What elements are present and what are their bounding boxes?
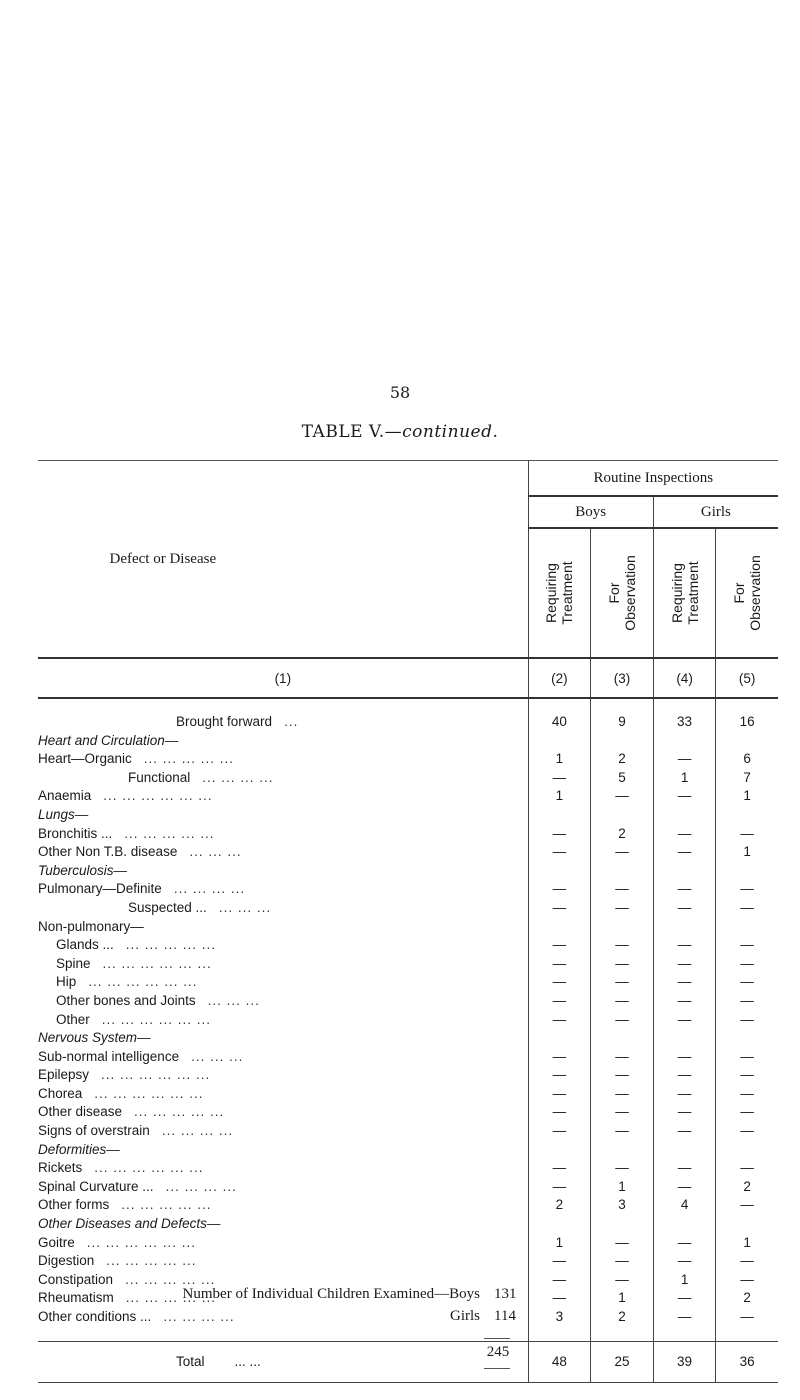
row-value (716, 732, 778, 751)
girls-examined-row (128, 1305, 544, 1327)
row-label-cell (38, 750, 528, 769)
table-row (38, 750, 778, 769)
row-label-cell (38, 1029, 528, 1048)
row-label-cell (38, 1196, 528, 1215)
row-value (716, 1215, 778, 1234)
row-value: — (653, 750, 716, 769)
row-label-cell (38, 732, 528, 751)
col-number: (2) (528, 658, 591, 698)
row-value: 1 (716, 1234, 778, 1253)
leader-dots: ... ... ... (207, 992, 260, 1008)
row-value: 9 (591, 713, 654, 732)
row-value (716, 1141, 778, 1160)
row-value: 5 (591, 769, 654, 788)
row-label: Digestion (38, 1253, 95, 1269)
table-row (38, 713, 778, 732)
children-examined-total: 245 (486, 1344, 510, 1360)
table-row (38, 1215, 778, 1234)
row-value (528, 1215, 591, 1234)
row-value: — (591, 1271, 654, 1290)
table-row (38, 1252, 778, 1271)
row-label: Sub-normal intelligence (38, 1048, 180, 1064)
row-label: Suspected ... (128, 899, 207, 915)
col-number: (5) (716, 658, 778, 698)
row-value: 1 (528, 787, 591, 806)
defect-header (38, 461, 528, 659)
row-value: — (653, 843, 716, 862)
row-label-cell (38, 955, 528, 974)
boys-for-observation-header (591, 528, 654, 658)
leader-dots: ... ... ... ... ... ... (94, 1160, 204, 1176)
row-value (591, 918, 654, 937)
row-value: — (716, 1048, 778, 1067)
girls-requiring-treatment-header (653, 528, 716, 658)
row-label-cell (38, 713, 528, 732)
row-value: — (528, 1271, 591, 1290)
row-value: — (591, 1234, 654, 1253)
row-value: — (591, 1011, 654, 1030)
sub-header-label: Requiring Treatment (543, 561, 576, 625)
row-value: — (716, 992, 778, 1011)
row-label-cell (38, 1066, 528, 1085)
row-value: — (528, 899, 591, 918)
row-value: — (653, 1011, 716, 1030)
row-label-cell (38, 973, 528, 992)
leader-dots: ... ... ... ... ... ... (101, 1067, 211, 1083)
table-title-suffix: —continued. (384, 422, 499, 442)
girls-header: Girls (653, 496, 778, 528)
row-value: 1 (653, 1271, 716, 1290)
row-label-cell (38, 918, 528, 937)
row-value: 7 (716, 769, 778, 788)
row-value: — (653, 1289, 716, 1308)
row-value: — (716, 973, 778, 992)
row-value (716, 918, 778, 937)
boys-examined-value: 131 (494, 1286, 517, 1302)
row-value: 6 (716, 750, 778, 769)
row-value: 2 (716, 1289, 778, 1308)
leader-dots: ... ... ... ... ... ... (94, 1085, 204, 1101)
leader-dots: ... ... ... ... ... ... (102, 955, 212, 971)
row-value: — (653, 880, 716, 899)
row-label-cell (38, 880, 528, 899)
row-label-cell (38, 1085, 528, 1104)
row-value: — (591, 1085, 654, 1104)
row-label: Other Diseases and Defects— (38, 1216, 221, 1232)
row-value: 1 (528, 1234, 591, 1253)
table-row (38, 1048, 778, 1067)
row-value: 3 (528, 1308, 591, 1327)
row-value: — (591, 899, 654, 918)
row-value: — (528, 1252, 591, 1271)
row-value: — (528, 1085, 591, 1104)
row-value: — (653, 1048, 716, 1067)
header-row-group (38, 461, 778, 497)
row-value: — (716, 1252, 778, 1271)
row-value (528, 806, 591, 825)
row-value: — (591, 936, 654, 955)
row-label: Other Non T.B. disease (38, 844, 178, 860)
row-label-cell (38, 1103, 528, 1122)
leader-dots: ... ... ... ... (163, 1309, 235, 1324)
row-value: — (653, 955, 716, 974)
row-label: Signs of overstrain (38, 1123, 150, 1139)
row-label: Other disease (38, 1104, 123, 1120)
row-value: 2 (528, 1196, 591, 1215)
row-value (653, 1215, 716, 1234)
row-value (591, 806, 654, 825)
row-value: — (591, 1122, 654, 1141)
row-label-cell (38, 787, 528, 806)
row-label: Glands ... (56, 937, 114, 953)
row-value: — (716, 1085, 778, 1104)
row-label-cell (38, 936, 528, 955)
row-label: Heart—Organic (38, 751, 132, 767)
boys-header: Boys (528, 496, 653, 528)
row-value (591, 1029, 654, 1048)
row-value (591, 862, 654, 881)
table-row (38, 1066, 778, 1085)
row-label: Other conditions ... (38, 1309, 152, 1324)
table-row (38, 936, 778, 955)
row-label-cell (38, 1234, 528, 1253)
table-row (38, 880, 778, 899)
leader-dots: ... ... ... ... ... (134, 1104, 225, 1120)
row-value: — (716, 1308, 778, 1327)
row-value: — (716, 955, 778, 974)
row-value (653, 806, 716, 825)
boys-examined-label: Number of Individual Children Examined—Boys (182, 1286, 480, 1302)
row-value: 2 (591, 1308, 654, 1327)
row-value: — (653, 936, 716, 955)
row-value: — (591, 787, 654, 806)
row-value: — (653, 1103, 716, 1122)
row-value: — (716, 1103, 778, 1122)
row-label: Anaemia (38, 788, 92, 804)
row-label-cell (38, 1141, 528, 1160)
row-value: — (528, 1289, 591, 1308)
row-value: — (716, 825, 778, 844)
total-value: 39 (653, 1341, 716, 1382)
row-value: — (716, 1122, 778, 1141)
table-row (38, 1159, 778, 1178)
table-row (38, 1029, 778, 1048)
inspection-table (38, 460, 778, 1383)
leader-dots: ... ... (234, 1354, 261, 1370)
table-row (38, 1103, 778, 1122)
row-label-cell (38, 1048, 528, 1067)
table-row (38, 732, 778, 751)
row-value: — (716, 880, 778, 899)
row-value (716, 862, 778, 881)
table-row (38, 955, 778, 974)
total-value: 48 (528, 1341, 591, 1382)
row-label: Constipation (38, 1271, 114, 1287)
row-value: — (653, 992, 716, 1011)
row-value: — (528, 880, 591, 899)
row-value: — (528, 1103, 591, 1122)
sum-rule-bottom (484, 1368, 510, 1369)
row-value: — (591, 1048, 654, 1067)
table-row (38, 1122, 778, 1141)
row-label: Pulmonary—Definite (38, 881, 162, 897)
row-value: — (591, 1066, 654, 1085)
row-value: — (716, 1066, 778, 1085)
leader-dots: ... ... ... ... (165, 1178, 237, 1194)
row-value (528, 732, 591, 751)
table-title-main: TABLE V. (301, 422, 385, 442)
row-value: — (716, 1159, 778, 1178)
row-label: Lungs— (38, 806, 89, 822)
row-value: 40 (528, 713, 591, 732)
row-label: Deformities— (38, 1141, 120, 1157)
total-value: 25 (591, 1341, 654, 1382)
row-value (591, 1141, 654, 1160)
row-label-cell (38, 769, 528, 788)
row-label-cell (38, 1252, 528, 1271)
row-value: — (653, 1122, 716, 1141)
row-value (653, 918, 716, 937)
girls-for-observation-header (716, 528, 778, 658)
row-value: — (591, 1103, 654, 1122)
leader-dots: ... ... ... ... ... (121, 1197, 212, 1213)
row-label: Other forms (38, 1197, 110, 1213)
row-label: Other bones and Joints (56, 992, 196, 1008)
row-value (528, 1141, 591, 1160)
leader-dots: ... ... ... (189, 844, 242, 860)
leader-dots: ... ... ... ... ... (124, 825, 215, 841)
row-label-cell (38, 1159, 528, 1178)
leader-dots: ... ... ... ... (161, 1123, 234, 1139)
row-value: — (591, 955, 654, 974)
row-value: 2 (591, 750, 654, 769)
row-value: — (591, 880, 654, 899)
leader-dots: ... ... ... ... (173, 881, 246, 897)
row-value: 33 (653, 713, 716, 732)
row-value (528, 918, 591, 937)
row-label-cell (38, 806, 528, 825)
spacer-row (38, 698, 778, 713)
row-value (653, 1141, 716, 1160)
row-value: — (716, 936, 778, 955)
row-value: — (653, 1234, 716, 1253)
row-value: 16 (716, 713, 778, 732)
row-value (716, 1029, 778, 1048)
row-label-cell (38, 843, 528, 862)
table-row (38, 787, 778, 806)
row-value: — (528, 936, 591, 955)
table-row (38, 1141, 778, 1160)
row-value: — (528, 1159, 591, 1178)
row-value: — (653, 1308, 716, 1327)
row-label-cell (38, 862, 528, 881)
row-value: — (716, 1196, 778, 1215)
row-value: — (653, 973, 716, 992)
row-value (716, 806, 778, 825)
row-value: — (591, 1159, 654, 1178)
leader-dots: ... ... ... ... ... ... (103, 788, 213, 804)
leader-dots: ... ... ... ... ... ... (101, 1011, 212, 1027)
table-row (38, 973, 778, 992)
row-value: — (528, 1178, 591, 1197)
row-label: Spine (56, 955, 91, 971)
row-label-cell (38, 1122, 528, 1141)
row-value: — (653, 787, 716, 806)
row-value: — (591, 1252, 654, 1271)
row-value: — (653, 1085, 716, 1104)
table-row (38, 825, 778, 844)
row-value: — (653, 1159, 716, 1178)
row-value: — (528, 992, 591, 1011)
sum-rule-top (484, 1338, 510, 1339)
row-label-cell (38, 992, 528, 1011)
row-label: Bronchitis ... (38, 825, 113, 841)
leader-dots: ... ... ... ... (202, 769, 274, 785)
leader-dots: ... (284, 714, 299, 729)
leader-dots: ... ... ... (218, 899, 272, 915)
row-value: — (528, 843, 591, 862)
total-row (38, 1341, 778, 1382)
row-value: — (653, 899, 716, 918)
col-number: (4) (653, 658, 716, 698)
table-row (38, 899, 778, 918)
row-value: — (528, 769, 591, 788)
row-value: — (528, 1048, 591, 1067)
row-value (653, 732, 716, 751)
row-value: 1 (528, 750, 591, 769)
table-title (0, 422, 800, 442)
table-row (38, 1196, 778, 1215)
row-value: — (528, 1066, 591, 1085)
table-row (38, 769, 778, 788)
row-value: — (528, 955, 591, 974)
table-row (38, 806, 778, 825)
row-value: 3 (591, 1196, 654, 1215)
row-label: Rheumatism (38, 1290, 114, 1306)
leader-dots: ... ... ... ... ... ... (86, 1234, 197, 1250)
row-label: Tuberculosis— (38, 862, 128, 878)
row-value: — (528, 1011, 591, 1030)
row-value: — (653, 1178, 716, 1197)
row-label: Non-pulmonary— (38, 918, 144, 934)
total-label: Total (176, 1354, 205, 1370)
row-value (528, 1029, 591, 1048)
row-label-cell (38, 825, 528, 844)
row-value: 1 (716, 843, 778, 862)
row-value: 2 (591, 825, 654, 844)
defect-header-label: Defect or Disease (109, 550, 217, 567)
row-value: — (653, 1252, 716, 1271)
table-row (38, 843, 778, 862)
children-examined-summary (128, 1283, 544, 1327)
row-value: — (716, 1011, 778, 1030)
leader-dots: ... ... ... ... ... (125, 1290, 217, 1306)
col-number: (3) (591, 658, 654, 698)
table-row (38, 1085, 778, 1104)
row-value: — (716, 899, 778, 918)
spacer-row (38, 1327, 778, 1342)
leader-dots: ... ... ... (191, 1048, 244, 1064)
row-value: 1 (716, 787, 778, 806)
table-row (38, 862, 778, 881)
table-row (38, 918, 778, 937)
column-number-row (38, 658, 778, 698)
row-value: — (528, 1122, 591, 1141)
row-value: — (528, 825, 591, 844)
row-label: Brought forward (176, 714, 273, 729)
leader-dots: ... ... ... ... ... (125, 1271, 216, 1287)
row-label-cell (38, 1215, 528, 1234)
table-row (38, 1234, 778, 1253)
page-number: 58 (389, 383, 411, 402)
sub-header-label: For Observation (605, 555, 638, 631)
leader-dots: ... ... ... ... ... (106, 1253, 197, 1269)
row-value: 1 (653, 769, 716, 788)
row-value: 2 (716, 1178, 778, 1197)
table-row (38, 1011, 778, 1030)
leader-dots: ... ... ... ... ... (143, 751, 235, 767)
row-value: 1 (591, 1178, 654, 1197)
row-label: Functional (128, 769, 191, 785)
row-value: — (716, 1271, 778, 1290)
row-value (528, 862, 591, 881)
row-label: Epilepsy (38, 1067, 90, 1083)
row-value: — (653, 825, 716, 844)
boys-examined-row (128, 1283, 544, 1305)
sub-header-label: Requiring Treatment (668, 561, 701, 625)
row-value (653, 862, 716, 881)
row-value: 4 (653, 1196, 716, 1215)
leader-dots: ... ... ... ... ... (125, 937, 217, 953)
row-label: Heart and Circulation— (38, 732, 179, 748)
row-label: Chorea (38, 1085, 83, 1101)
row-value (591, 1215, 654, 1234)
routine-inspections-header: Routine Inspections (528, 461, 778, 497)
row-value: 1 (591, 1289, 654, 1308)
row-value (653, 1029, 716, 1048)
row-value: — (528, 973, 591, 992)
row-label-cell (38, 1011, 528, 1030)
girls-examined-value: 114 (494, 1308, 516, 1324)
sub-header-label: For Observation (731, 555, 764, 631)
row-label-cell (38, 899, 528, 918)
row-label: Hip (56, 974, 77, 990)
row-label: Spinal Curvature ... (38, 1178, 154, 1194)
row-value: — (591, 992, 654, 1011)
total-value: 36 (716, 1341, 778, 1382)
leader-dots: ... ... ... ... ... ... (88, 974, 198, 990)
col-number: (1) (38, 658, 528, 698)
row-label: Goitre (38, 1234, 75, 1250)
row-label-cell (38, 1178, 528, 1197)
row-value: — (591, 843, 654, 862)
girls-examined-label: Girls (450, 1308, 480, 1324)
row-label: Other (56, 1011, 90, 1027)
table-row (38, 1178, 778, 1197)
boys-requiring-treatment-header (528, 528, 591, 658)
row-label: Rickets (38, 1160, 83, 1176)
row-value (591, 732, 654, 751)
row-value: — (653, 1066, 716, 1085)
row-label: Nervous System— (38, 1030, 151, 1046)
row-value: — (591, 973, 654, 992)
total-label-cell (38, 1341, 528, 1382)
table-row (38, 992, 778, 1011)
